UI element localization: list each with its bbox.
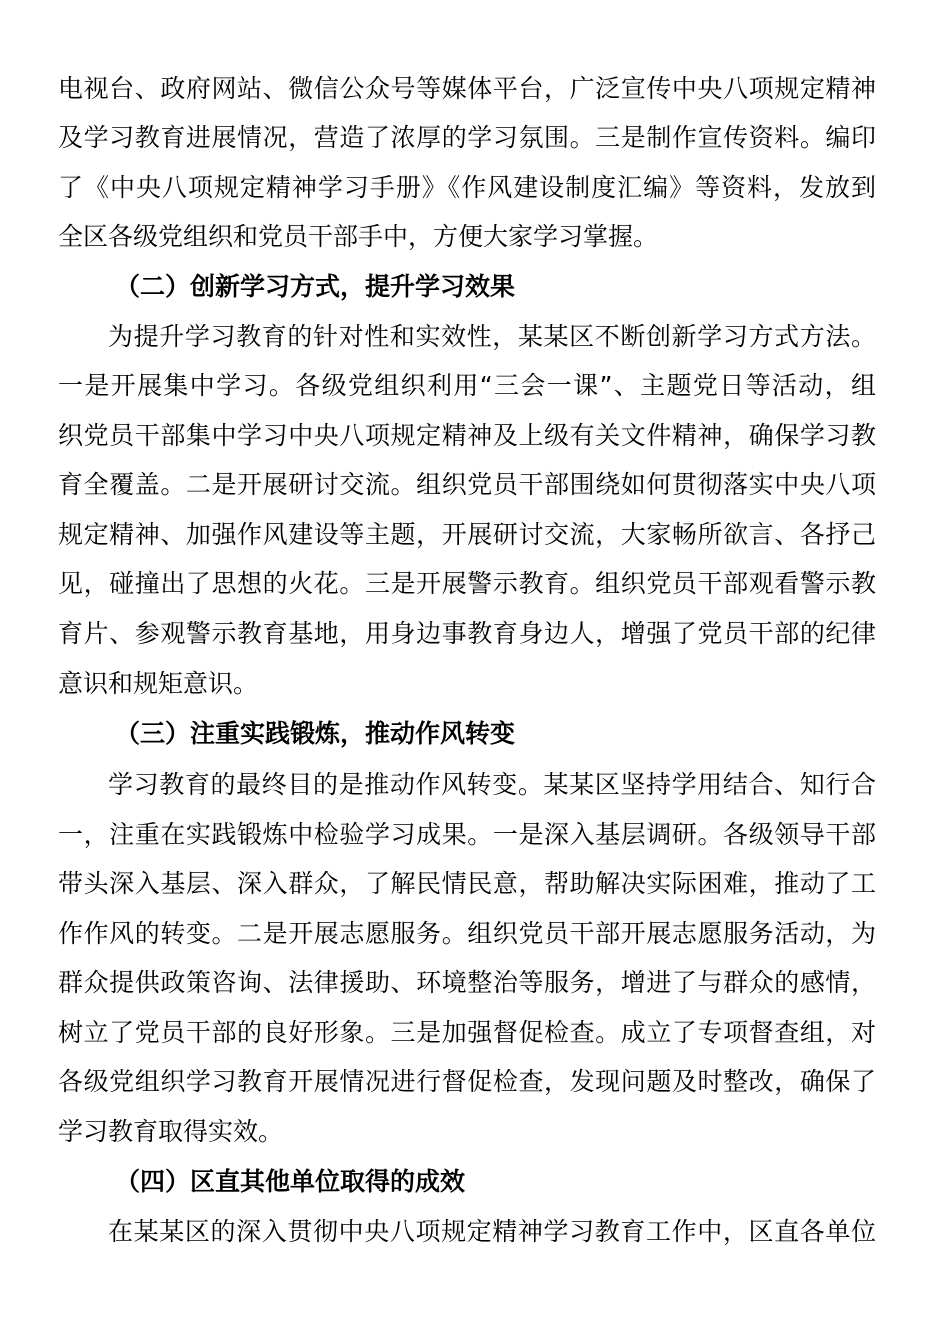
paragraph-line: 作作风的转变。二是开展志愿服务。组织党员干部开展志愿服务活动，为 (58, 919, 876, 948)
paragraph-line: 学习教育的最终目的是推动作风转变。某某区坚持学用结合、知行合 (108, 770, 876, 799)
paragraph-line: 规定精神、加强作风建设等主题，开展研讨交流，大家畅所欲言、各抒己 (58, 520, 876, 549)
paragraph-line: 育全覆盖。二是开展研讨交流。组织党员干部围绕如何贯彻落实中央八项 (58, 470, 876, 499)
paragraph-line: 为提升学习教育的针对性和实效性，某某区不断创新学习方式方法。 (108, 322, 876, 351)
paragraph-line: 及学习教育进展情况，营造了浓厚的学习氛围。三是制作宣传资料。编印 (58, 123, 876, 152)
paragraph-line: 意识和规矩意识。 (58, 669, 259, 698)
paragraph-line: 群众提供政策咨询、法律援助、环境整治等服务，增进了与群众的感情， (58, 968, 876, 997)
paragraph-line: 在某某区的深入贯彻中央八项规定精神学习教育工作中，区直各单位 (108, 1217, 876, 1246)
section-heading: （三）注重实践锻炼，推动作风转变 (115, 719, 516, 748)
paragraph-line: 一是开展集中学习。各级党组织利用“三会一课”、主题党日等活动，组 (58, 371, 876, 400)
paragraph-line: 了《中央八项规定精神学习手册》《作风建设制度汇编》等资料，发放到 (58, 173, 876, 202)
paragraph-line: 树立了党员干部的良好形象。三是加强督促检查。成立了专项督查组，对 (58, 1018, 876, 1047)
section-heading: （四）区直其他单位取得的成效 (115, 1167, 466, 1196)
paragraph-line: 见，碰撞出了思想的火花。三是开展警示教育。组织党员干部观看警示教 (58, 569, 876, 598)
paragraph-line: 育片、参观警示教育基地，用身边事教育身边人，增强了党员干部的纪律 (58, 619, 876, 648)
paragraph-line: 带头深入基层、深入群众，了解民情民意，帮助解决实际困难，推动了工 (58, 869, 876, 898)
paragraph-line: 全区各级党组织和党员干部手中，方便大家学习掌握。 (58, 222, 659, 251)
paragraph-line: 电视台、政府网站、微信公众号等媒体平台，广泛宣传中央八项规定精神 (58, 74, 876, 103)
paragraph-line: 各级党组织学习教育开展情况进行督促检查，发现问题及时整改，确保了 (58, 1067, 876, 1096)
paragraph-line: 织党员干部集中学习中央八项规定精神及上级有关文件精神，确保学习教 (58, 421, 876, 450)
paragraph-line: 一，注重在实践锻炼中检验学习成果。一是深入基层调研。各级领导干部 (58, 820, 876, 849)
paragraph-line: 学习教育取得实效。 (58, 1117, 284, 1146)
section-heading: （二）创新学习方式，提升学习效果 (115, 272, 516, 301)
